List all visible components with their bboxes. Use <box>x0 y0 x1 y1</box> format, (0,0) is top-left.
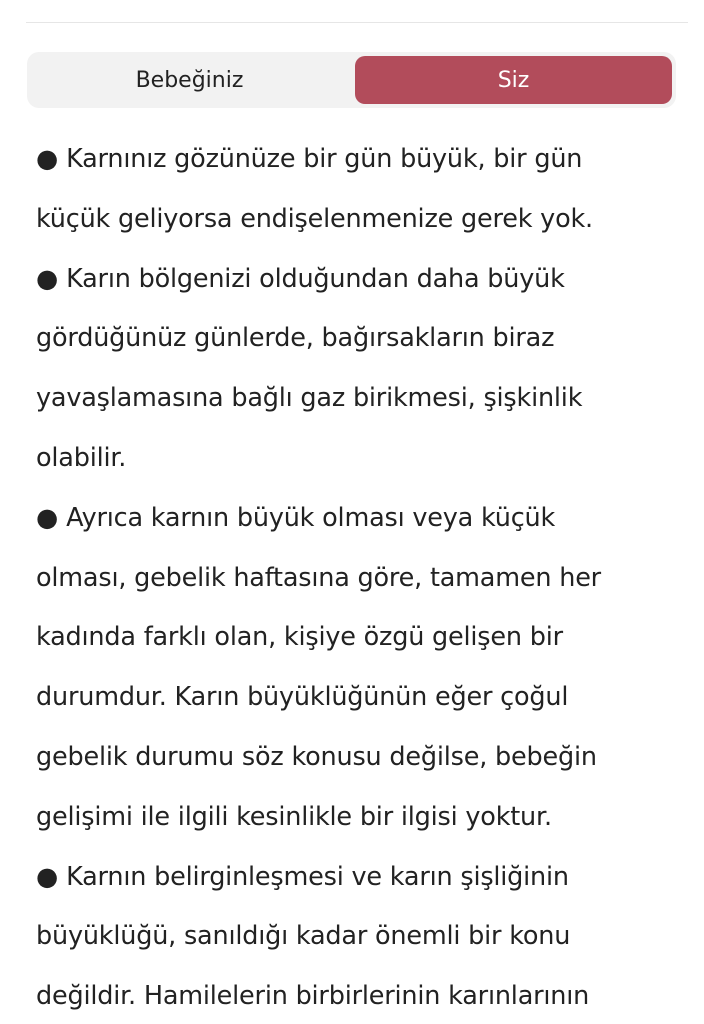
article-line <box>36 728 676 788</box>
article-body <box>36 130 676 1024</box>
article-line <box>36 309 676 369</box>
article-line-text: Karnın belirginleşmesi ve karın şişliğinin <box>66 861 569 892</box>
bullet-icon: ● <box>36 861 59 892</box>
article-line-text: yavaşlamasına bağlı gaz birikmesi, şişkinlik <box>36 383 583 414</box>
article-line-text: olması, gebelik haftasına göre, tamamen her <box>36 562 601 593</box>
article-line <box>36 190 676 250</box>
tab-baby[interactable]: Bebeğiniz <box>135 67 244 93</box>
article-line <box>36 130 676 190</box>
article-line-text: durumdur. Karın büyüklüğünün eğer çoğul <box>36 682 569 713</box>
article-line <box>36 907 676 967</box>
article-line <box>36 608 676 668</box>
top-divider <box>26 22 688 23</box>
bullet-icon: ● <box>36 502 59 533</box>
article-line <box>36 429 676 489</box>
article-line <box>36 489 676 549</box>
article-line <box>36 369 676 429</box>
article-line-text: büyüklüğü, sanıldığı kadar önemli bir konu <box>36 921 571 952</box>
article-line-text: gelişimi ile ilgili kesinlikle bir ilgisi yoktur. <box>36 801 552 832</box>
article-line <box>36 848 676 908</box>
article-line-text: Ayrıca karnın büyük olması veya küçük <box>66 502 556 533</box>
article-line <box>36 250 676 310</box>
bullet-icon: ● <box>36 263 59 294</box>
article-line <box>36 967 676 1024</box>
article-line-text: değildir. Hamilelerin birbirlerinin karınlarının <box>36 981 590 1012</box>
article-line-text: Karnınız gözünüze bir gün büyük, bir gün <box>66 144 583 174</box>
article-line-text: küçük geliyorsa endişelenmenize gerek yok. <box>36 203 593 234</box>
article-line <box>36 668 676 728</box>
segmented-control <box>27 52 676 108</box>
article-line-text: Karın bölgenizi olduğundan daha büyük <box>66 263 565 294</box>
article-line-text: kadında farklı olan, kişiye özgü gelişen bir <box>36 622 563 653</box>
article-line-text: gördüğünüz günlerde, bağırsakların biraz <box>36 323 555 354</box>
article-line <box>36 788 676 848</box>
article-line-text: gebelik durumu söz konusu değilse, bebeğin <box>36 741 597 772</box>
article-line <box>36 549 676 609</box>
bullet-icon: ● <box>36 144 59 174</box>
article-line-text: olabilir. <box>36 442 127 473</box>
tab-you[interactable]: Siz <box>355 56 672 104</box>
